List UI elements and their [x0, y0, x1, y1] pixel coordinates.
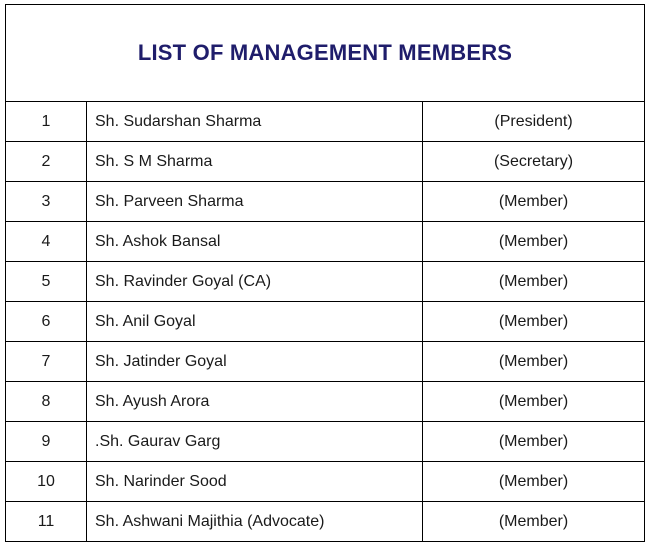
member-number: 10 — [6, 462, 87, 502]
member-role: (Member) — [423, 262, 645, 302]
table-row — [6, 182, 645, 222]
member-role: (President) — [423, 102, 645, 142]
member-name: Sh. Sudarshan Sharma — [87, 102, 423, 142]
member-name: Sh. Ashok Bansal — [87, 222, 423, 262]
member-name: Sh. Ravinder Goyal (CA) — [87, 262, 423, 302]
table-row — [6, 342, 645, 382]
table-row — [6, 382, 645, 422]
member-name: Sh. Parveen Sharma — [87, 182, 423, 222]
member-name: Sh. Ashwani Majithia (Advocate) — [87, 502, 423, 542]
member-name: Sh. S M Sharma — [87, 142, 423, 182]
member-name: Sh. Anil Goyal — [87, 302, 423, 342]
member-name: Sh. Jatinder Goyal — [87, 342, 423, 382]
title-row — [6, 5, 645, 102]
member-name: .Sh. Gaurav Garg — [87, 422, 423, 462]
member-role: (Member) — [423, 182, 645, 222]
table-row — [6, 302, 645, 342]
member-number: 9 — [6, 422, 87, 462]
table-row — [6, 462, 645, 502]
member-number: 5 — [6, 262, 87, 302]
table-row — [6, 422, 645, 462]
table-row — [6, 222, 645, 262]
member-role: (Member) — [423, 382, 645, 422]
member-name: Sh. Ayush Arora — [87, 382, 423, 422]
member-role: (Member) — [423, 342, 645, 382]
table-row — [6, 102, 645, 142]
table-row — [6, 142, 645, 182]
member-number: 8 — [6, 382, 87, 422]
member-number: 11 — [6, 502, 87, 542]
member-role: (Member) — [423, 302, 645, 342]
member-role: (Secretary) — [423, 142, 645, 182]
member-role: (Member) — [423, 502, 645, 542]
table-row — [6, 262, 645, 302]
page-title: LIST OF MANAGEMENT MEMBERS — [6, 5, 645, 102]
table-row — [6, 502, 645, 542]
member-role: (Member) — [423, 222, 645, 262]
member-role: (Member) — [423, 422, 645, 462]
member-name: Sh. Narinder Sood — [87, 462, 423, 502]
member-number: 2 — [6, 142, 87, 182]
member-role: (Member) — [423, 462, 645, 502]
member-number: 3 — [6, 182, 87, 222]
member-number: 7 — [6, 342, 87, 382]
management-members-table — [5, 4, 645, 542]
member-number: 1 — [6, 102, 87, 142]
member-number: 4 — [6, 222, 87, 262]
member-number: 6 — [6, 302, 87, 342]
